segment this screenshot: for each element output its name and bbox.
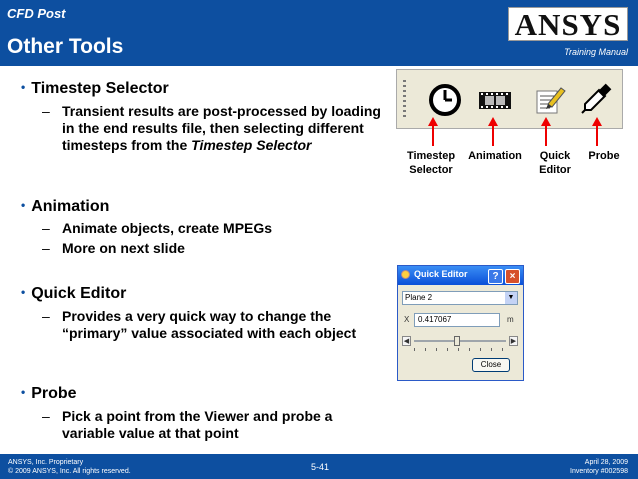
close-window-button[interactable]: × [505,269,520,284]
sub-bullet-text: Animate objects, create MPEGs [62,220,273,236]
unit-label: m [507,315,514,324]
footer-right [570,458,628,476]
slide-title: Other Tools [7,35,124,58]
page-number: 5-41 [311,462,330,472]
sub-bullet [42,103,382,171]
chevron-down-icon[interactable]: ▼ [505,292,517,304]
step-left-button[interactable]: ◀ [403,338,410,345]
slider-thumb[interactable] [454,336,460,346]
slide-header [0,0,638,66]
dash-icon: – [42,220,50,236]
slider-ticks [414,348,506,351]
training-manual-label: Training Manual [564,47,628,57]
sub-bullet-text: Pick a point from the Viewer and probe a variable value at that point [62,408,333,441]
dash-icon: – [42,408,50,424]
arrow-quick-editor [545,124,547,146]
footer-proprietary: ANSYS, Inc. Proprietary [8,459,84,466]
bullet-dot-icon: • [21,80,26,94]
bullet-dot-icon: • [21,198,26,212]
footer-copyright: © 2009 ANSYS, Inc. All rights reserved. [8,468,131,475]
footer-inventory: Inventory #002598 [570,468,628,475]
film-icon[interactable] [475,80,515,120]
sub-bullet [42,220,382,237]
arrow-quick-editor-head [541,117,551,126]
label-probe: Probe [588,150,620,162]
ansys-logo [508,7,628,41]
footer-date: April 28, 2009 [584,459,628,466]
object-select[interactable] [402,291,518,305]
bullet-title: Animation [31,198,110,215]
value-slider[interactable] [414,336,506,346]
arrow-timestep-head [428,117,438,126]
quick-editor-icon[interactable] [530,80,570,120]
bullet-quick-editor [21,285,126,303]
select-value: Plane 2 [405,293,433,302]
dialog-titlebar[interactable] [398,266,523,285]
slider-track [414,340,506,342]
sub-bullet-text: Provides a very quick way to change the “primary” value associated with each object [62,308,357,341]
arrow-animation [492,124,494,146]
bullet-timestep-selector [21,80,169,98]
logo-text: ANSYS [514,7,622,42]
arrow-timestep [432,124,434,146]
course-title: CFD Post [7,6,66,21]
bullet-title: Timestep Selector [31,80,169,97]
sub-bullet-text: Transient results are post-processed by loading in the end results file, then selecting different timesteps from the Timestep Selector [62,103,381,153]
label-timestep-selector: Timestep Selector [406,150,456,176]
slide-footer [0,454,638,479]
dash-icon: – [42,240,50,256]
quick-editor-dialog [397,265,524,381]
sub-bullet [42,408,382,442]
bullet-title: Probe [31,385,77,402]
bullet-dot-icon: • [21,285,26,299]
field-label: X [404,315,410,324]
dash-icon: – [42,103,50,119]
probe-icon[interactable] [575,80,615,120]
bullet-dot-icon: • [21,385,26,399]
sub-bullet [42,308,382,359]
emphasis-text: Timestep Selector [191,137,312,153]
close-button[interactable]: Close [472,358,510,372]
dash-icon: – [42,308,50,324]
arrow-animation-head [488,117,498,126]
bullet-animation [21,198,109,216]
dialog-title: Quick Editor [414,269,468,279]
arrow-probe-head [592,117,602,126]
value-input[interactable]: 0.417067 [414,313,500,327]
help-button[interactable]: ? [488,269,503,284]
app-icon [401,270,410,279]
sub-bullet [42,240,382,257]
arrow-probe [596,124,598,146]
label-animation: Animation [468,150,522,162]
clock-icon[interactable] [425,80,465,120]
toolbar-grip[interactable] [403,80,406,118]
bullet-title: Quick Editor [31,285,127,302]
label-quick-editor: Quick Editor [539,150,571,176]
sub-bullet-text: More on next slide [62,240,185,256]
step-right-button[interactable]: ▶ [510,338,517,345]
bullet-probe [21,385,77,403]
footer-left [8,458,131,476]
